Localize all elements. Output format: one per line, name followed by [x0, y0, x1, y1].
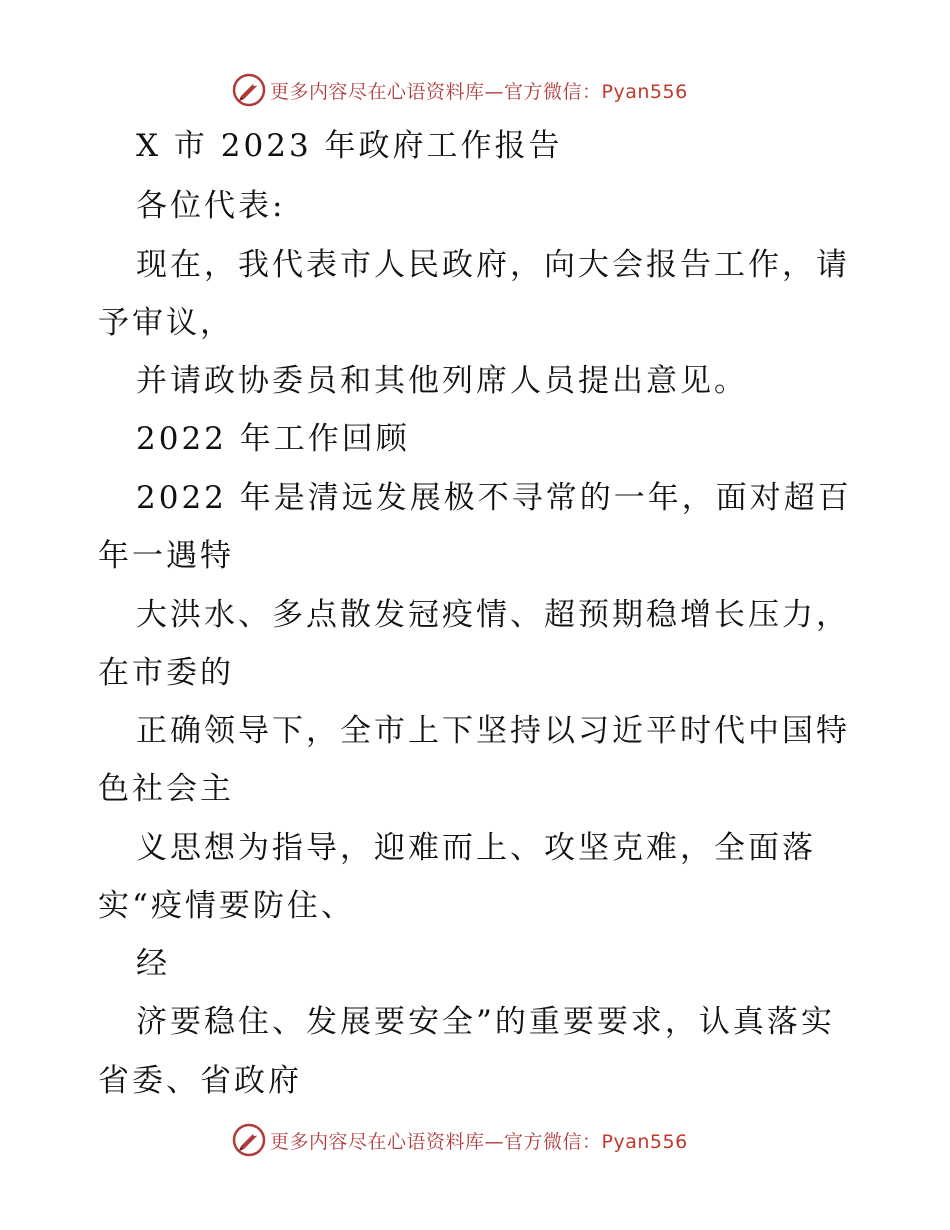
section-heading: 2022 年工作回顾: [136, 421, 410, 457]
paragraph-line: 年一遇特: [98, 538, 234, 574]
banner-text: [270, 1127, 688, 1154]
wechat-handle: Pyan556: [601, 80, 688, 103]
brand-logo-icon: [232, 1123, 266, 1157]
footer-banner: [232, 1120, 688, 1160]
paragraph-line: 正确领导下，全市上下坚持以习近平时代中国特: [136, 713, 850, 749]
paragraph-line: 济要稳住、发展要安全”的重要要求，认真落实: [136, 1004, 835, 1040]
paragraph-line: 经: [136, 946, 170, 982]
banner-label: 更多内容尽在心语资料库—官方微信：: [270, 80, 602, 103]
wechat-handle: Pyan556: [601, 1130, 688, 1153]
document-title: X 市 2023 年政府工作报告: [136, 128, 563, 164]
salutation: 各位代表:: [136, 188, 286, 224]
paragraph-line: 色社会主: [98, 771, 234, 807]
banner-label: 更多内容尽在心语资料库—官方微信：: [270, 1130, 602, 1153]
paragraph-line: 并请政协委员和其他列席人员提出意见。: [136, 363, 748, 399]
paragraph-line: 实“疫情要防住、: [98, 888, 355, 924]
paragraph-line: 2022 年是清远发展极不寻常的一年，面对超百: [136, 480, 852, 516]
paragraph-line: 在市委的: [98, 655, 234, 691]
paragraph-line: 大洪水、多点散发冠疫情、超预期稳增长压力，: [136, 597, 850, 633]
paragraph-line: 省委、省政府: [98, 1063, 302, 1099]
paragraph-line: 现在，我代表市人民政府，向大会报告工作，请: [136, 247, 850, 283]
paragraph-line: 予审议，: [98, 305, 234, 341]
paragraph-line: 义思想为指导，迎难而上、攻坚克难，全面落: [136, 830, 816, 866]
